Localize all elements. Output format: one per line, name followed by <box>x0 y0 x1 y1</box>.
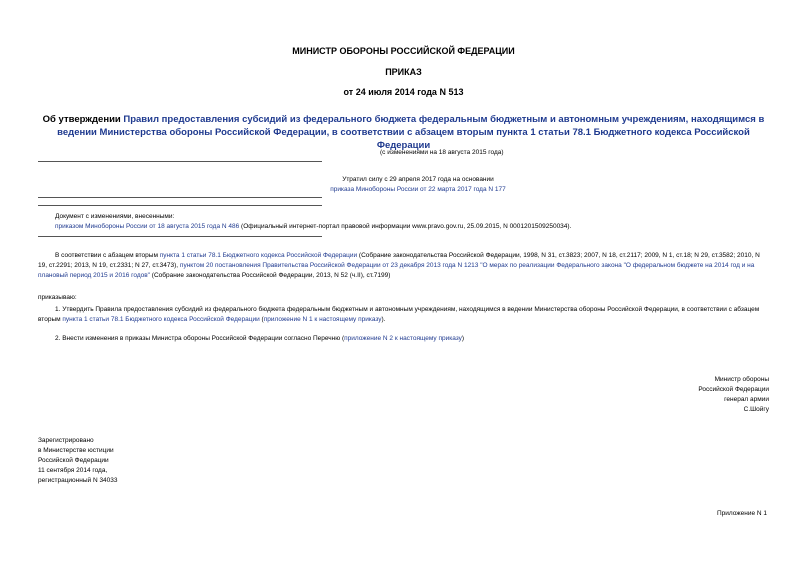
changes-source: (Официальный интернет-портал правовой информации www.pravo.gov.ru, 25.09.2015, N 0001201509250034). <box>241 222 572 230</box>
signature-line: генерал армии <box>724 396 769 403</box>
edition-note: (с изменениями на 18 августа 2015 года) <box>380 149 504 156</box>
preamble-text: (Собрание законодательства Российской Федерации, 1998, N 31, ст.3823; 2007, N 18, ст.2117; 2009, N 1, ст.18; N 29, ст.3582; 2010, N 19, ст.2291; 2013, N 19, ст.2331; N 27, ст.3473), <box>38 252 760 269</box>
order-word: приказываю: <box>38 294 77 301</box>
item-2-paragraph <box>38 334 768 344</box>
registration-block <box>38 436 118 486</box>
changes-note <box>55 212 775 231</box>
divider <box>38 197 322 198</box>
divider <box>38 205 322 206</box>
expired-order-link[interactable]: приказа Минобороны России от 22 марта 2017 года N 177 <box>330 185 506 193</box>
budget-code-link[interactable]: пункта 1 статьи 78.1 Бюджетного кодекса Российской Федерации <box>159 252 358 259</box>
item-2-text: ) <box>461 335 465 342</box>
preamble-text: (Собрание законодательства Российской Федерации, 2013, N 52 (ч.II), ст.7199) <box>149 272 391 279</box>
document-title <box>30 113 777 152</box>
ministry-heading: МИНИСТР ОБОРОНЫ РОССИЙСКОЙ ФЕДЕРАЦИИ <box>292 46 515 56</box>
expired-text: Утратил силу с 29 апреля 2017 года на основании <box>342 176 494 183</box>
government-decree-link[interactable]: пунктом 20 постановления Правительства Российской Федерации от 23 декабря 2013 года N 1213 "О мерах по реализации Федерального закона "О федеральном бюджете на 2014 год и на плановый период 2015 и 2016 годов" <box>38 262 755 279</box>
appendix-2-link[interactable]: приложение N 2 к настоящему приказу <box>344 335 462 342</box>
signature-block <box>698 375 769 415</box>
appendix-label: Приложение N 1 <box>716 510 767 517</box>
item-1-paragraph <box>38 305 768 325</box>
signature-line: Министр обороны <box>714 376 769 383</box>
item-1-text: ( <box>259 316 264 323</box>
signature-line: Российской Федерации <box>698 386 769 393</box>
date-number-heading: от 24 июля 2014 года N 513 <box>343 87 464 97</box>
registration-line: в Министерстве юстиции <box>38 447 114 454</box>
item-2-text: 2. Внести изменения в приказы Министра обороны Российской Федерации согласно Перечню ( <box>55 335 345 342</box>
divider <box>38 161 322 162</box>
expired-note <box>318 175 518 194</box>
rules-title-link[interactable]: Правил предоставления субсидий из федерального бюджета федеральным бюджетным и автономным учреждениям, находящимся в ведении Министерства обороны Российской Федерации, в соответствии с абзацем вторым пункта 1 статьи 78.1 Бюджетного кодекса Российской Федерации <box>57 114 765 151</box>
registration-line: Российской Федерации <box>38 457 109 464</box>
changes-order-link[interactable]: приказом Минобороны России от 18 августа 2015 года N 486 <box>55 222 240 230</box>
item-1-text: 1. Утвердить Правила предоставления субсидий из федерального бюджета федеральным бюджетным и автономным учреждениям, находящимся в ведении Министерства обороны Российской Федерации, в соответствии с абзацем вторым <box>38 306 760 323</box>
registration-line: регистрационный N 34033 <box>38 477 118 484</box>
item-1-text: ). <box>381 316 386 323</box>
appendix-1-link[interactable]: приложение N 1 к настоящему приказу <box>263 316 382 323</box>
signature-line: С.Шойгу <box>743 406 769 413</box>
registration-line: 11 сентября 2014 года, <box>38 467 108 474</box>
registration-line: Зарегистрировано <box>38 437 94 444</box>
doc-type-heading: ПРИКАЗ <box>385 67 422 77</box>
changes-label: Документ с изменениями, внесенными: <box>55 213 175 220</box>
title-prefix: Об утверждении <box>42 114 121 125</box>
budget-code-link[interactable]: пункта 1 статьи 78.1 Бюджетного кодекса Российской Федерации <box>62 316 260 323</box>
preamble-text: В соответствии с абзацем вторым <box>55 252 160 259</box>
divider <box>38 236 322 237</box>
preamble-paragraph <box>38 251 768 281</box>
